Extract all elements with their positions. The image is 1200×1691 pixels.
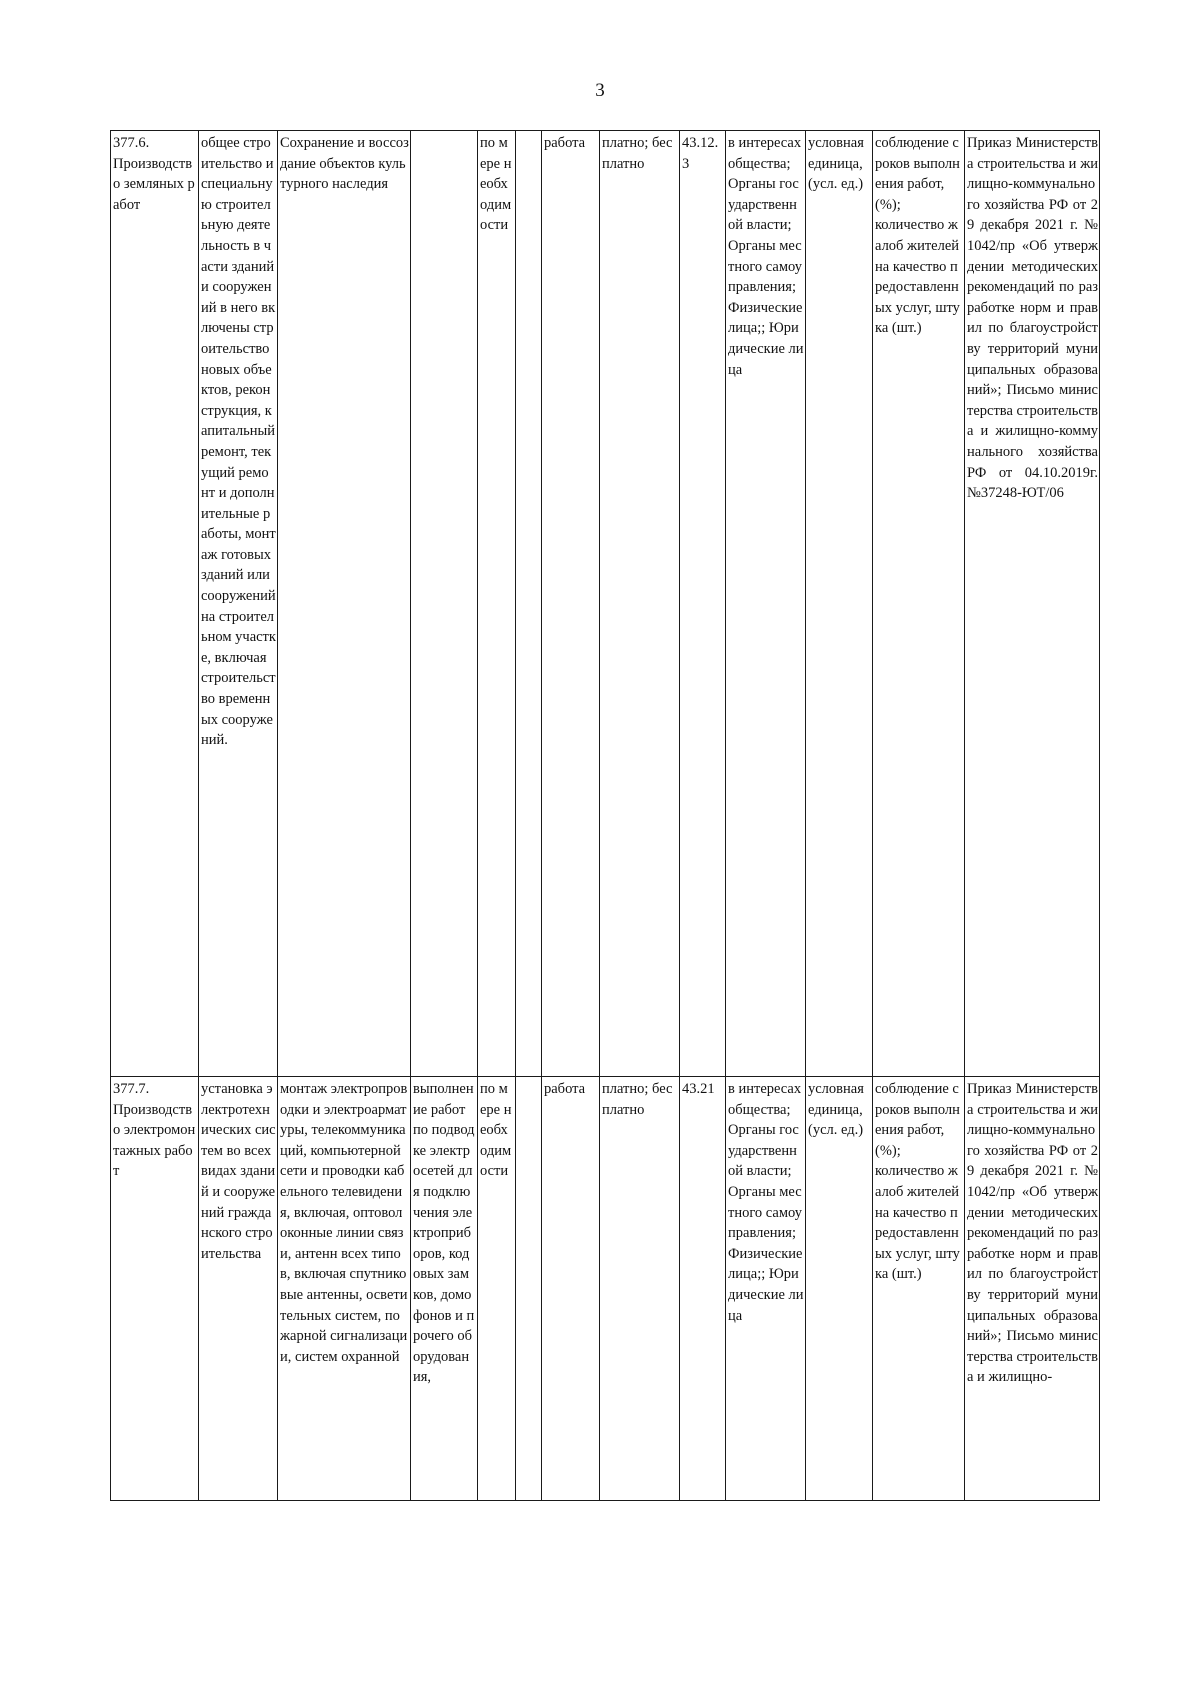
kind-cell: работа: [542, 131, 600, 1077]
frequency-cell: по мере необходимости: [478, 1077, 516, 1501]
payment-cell: платно; бесплатно: [600, 1077, 680, 1501]
payment-cell: платно; бесплатно: [600, 131, 680, 1077]
legal-basis-cell: Приказ Министерства строительства и жилищно-коммунального хозяйства РФ от 29 декабря 2021 г. № 1042/пр «Об утверждении методических рекомендаций по разработке норм и правил по благоустройству территорий муниципальных образований»; Письмо министерства строительства и жилищно-: [965, 1077, 1100, 1501]
table-row: [111, 1077, 1100, 1501]
content-cell: Сохранение и воссоздание объектов культурного наследия: [278, 131, 411, 1077]
activity-cell: общее строительство и специальную строительную деятельность в части зданий и сооружений в него включены строительство новых объектов, реконструкция, капитальный ремонт, текущий ремонт и дополнительные работы, монтаж готовых зданий или сооружений на строительном участке, включая строительство временных сооружений.: [199, 131, 278, 1077]
kind-cell: работа: [542, 1077, 600, 1501]
service-number-title: 377.7. Производство электромонтажных работ: [111, 1077, 199, 1501]
empty-cell: [516, 131, 542, 1077]
indicators-cell: соблюдение сроков выполнения работ, (%); количество жалоб жителей на качество предоставленных услуг, штука (шт.): [873, 131, 965, 1077]
condition-cell: выполнение работ по подводке электросетей для подключения электроприборов, кодовых замков, домофонов и прочего оборудования,: [411, 1077, 478, 1501]
service-number-title: 377.6. Производство земляных работ: [111, 131, 199, 1077]
page-number: 3: [595, 80, 605, 101]
consumers-cell: в интересах общества; Органы государственной власти; Органы местного самоуправления; Физические лица;; Юридические лица: [726, 1077, 806, 1501]
unit-cell: условная единица, (усл. ед.): [806, 1077, 873, 1501]
activity-cell: установка электротехнических систем во всех видах зданий и сооружений гражданского строительства: [199, 1077, 278, 1501]
indicators-cell: соблюдение сроков выполнения работ, (%); количество жалоб жителей на качество предоставленных услуг, штука (шт.): [873, 1077, 965, 1501]
condition-cell: [411, 131, 478, 1077]
legal-basis-cell: Приказ Министерства строительства и жилищно-коммунального хозяйства РФ от 29 декабря 2021 г. № 1042/пр «Об утверждении методических рекомендаций по разработке норм и правил по благоустройству территорий муниципальных образований»; Письмо министерства строительства и жилищно-коммунального хозяйства РФ от 04.10.2019г. №37248-ЮТ/06: [965, 131, 1100, 1077]
services-register-table: [110, 130, 1100, 1501]
content-cell: монтаж электропроводки и электроарматуры, телекоммуникаций, компьютерной сети и проводки кабельного телевидения, включая, оптоволоконные линии связи, антенн всех типов, включая спутниковые антенны, осветительных систем, пожарной сигнализации, систем охранной: [278, 1077, 411, 1501]
empty-cell: [516, 1077, 542, 1501]
table-row: [111, 131, 1100, 1077]
consumers-cell: в интересах общества; Органы государственной власти; Органы местного самоуправления; Физические лица;; Юридические лица: [726, 131, 806, 1077]
frequency-cell: по мере необходимости: [478, 131, 516, 1077]
okved-cell: 43.12.3: [680, 131, 726, 1077]
okved-cell: 43.21: [680, 1077, 726, 1501]
unit-cell: условная единица, (усл. ед.): [806, 131, 873, 1077]
